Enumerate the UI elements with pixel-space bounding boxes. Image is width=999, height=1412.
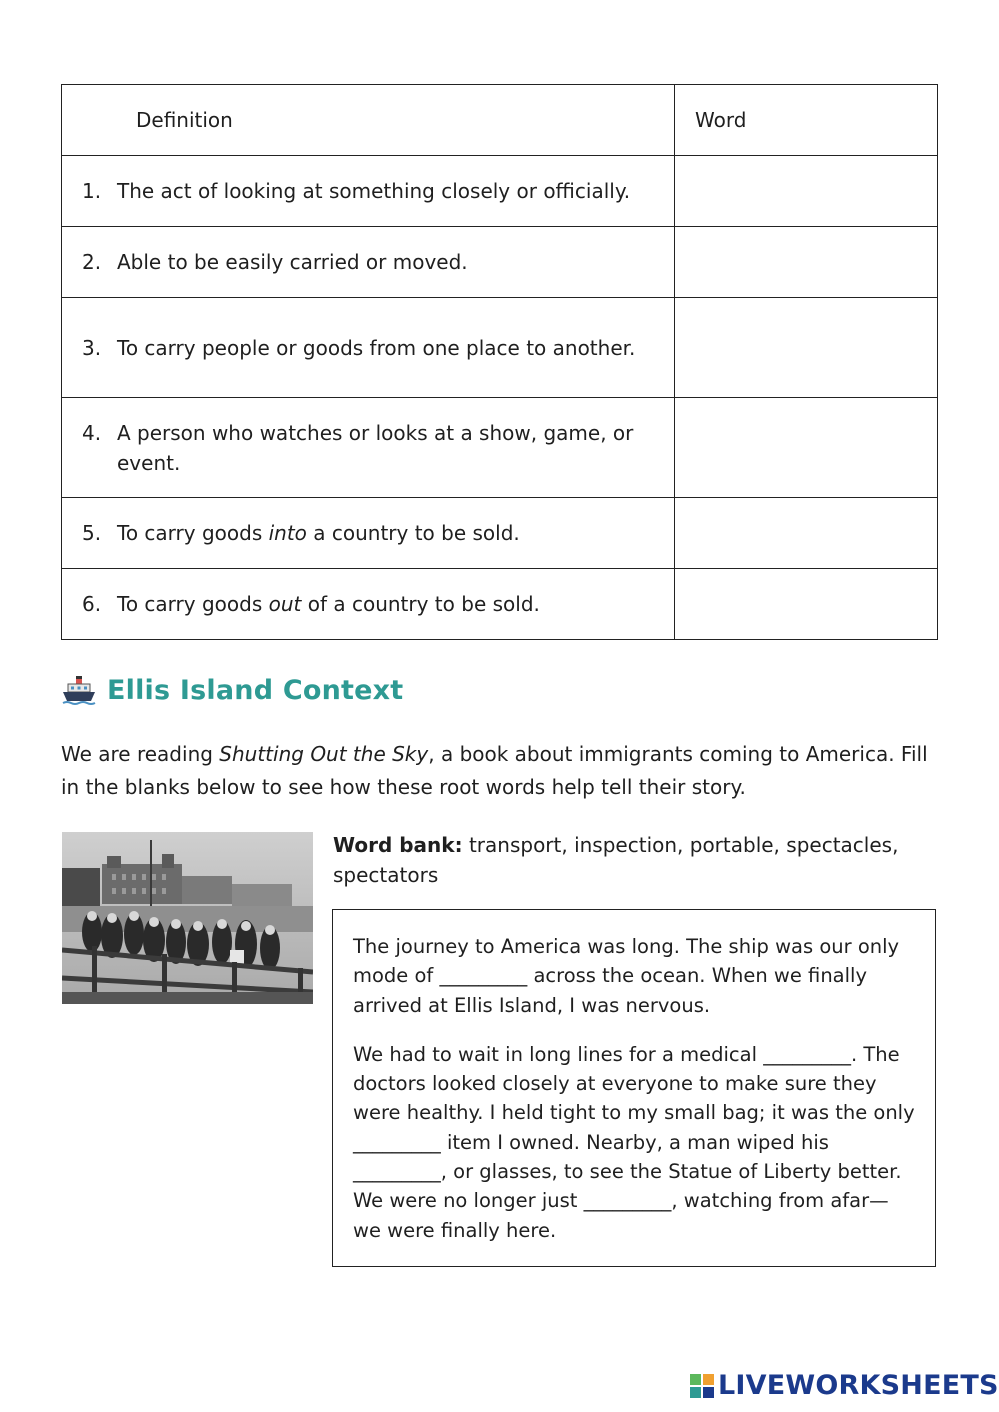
definition-cell: [62, 156, 675, 227]
word-answer-cell[interactable]: [675, 298, 938, 398]
section-heading: [61, 672, 403, 708]
word-bank-words: transport, inspection, portable, spectacles, spectators: [333, 833, 899, 887]
table-header-row: [62, 85, 938, 156]
definition-number: 1.: [82, 179, 102, 203]
definition-text: The act of looking at something closely or officially.: [117, 179, 631, 203]
word-answer-cell[interactable]: [675, 569, 938, 640]
header-definition: Definition: [62, 85, 675, 156]
definition-cell: [62, 498, 675, 569]
definition-text: To carry goods out of a country to be sold.: [117, 592, 540, 616]
story-paragraph-1: The journey to America was long. The ship was our only mode of _________ across the ocean. When we finally arrived at Ellis Island, I was nervous.: [353, 935, 900, 1017]
table-row: [62, 298, 938, 398]
definition-text: Able to be easily carried or moved.: [117, 250, 468, 274]
definition-cell: [62, 398, 675, 498]
definition-text: A person who watches or looks at a show, game, or event.: [117, 420, 634, 475]
word-bank: [333, 830, 933, 890]
liveworksheets-logo-text: LIVEWORKSHEETS: [718, 1370, 999, 1401]
definition-number: 3.: [82, 335, 102, 360]
intro-paragraph: We are reading Shutting Out the Sky, a book about immigrants coming to America. Fill in the blanks below to see how these root words help tell their story.: [61, 742, 928, 799]
definition-number: 2.: [82, 250, 102, 274]
section-title: Ellis Island Context: [107, 674, 404, 706]
ship-icon: [61, 672, 97, 708]
definition-text: To carry people or goods from one place to another.: [117, 335, 636, 360]
table-row: [62, 569, 938, 640]
story-box: [332, 909, 936, 1267]
table-row: [62, 398, 938, 498]
definition-number: 6.: [82, 592, 102, 616]
word-answer-cell[interactable]: [675, 156, 938, 227]
definition-number: 5.: [82, 521, 102, 545]
table-row: [62, 498, 938, 569]
story-paragraph-2: We had to wait in long lines for a medical _________. The doctors looked closely at everyone to make sure they were healthy. I held tight to my small bag; it was the only _________ item I owned. Nearby, a man wiped his _________, or glasses, to see the Statue of Liberty better. We were no longer just _________, watching from afar—we were finally here.: [353, 1042, 915, 1242]
liveworksheets-logo-icon: [690, 1374, 714, 1398]
liveworksheets-logo: [690, 1370, 999, 1401]
table-row: [62, 156, 938, 227]
table-row: [62, 227, 938, 298]
definition-cell: [62, 227, 675, 298]
definition-cell: [62, 569, 675, 640]
word-answer-cell[interactable]: [675, 498, 938, 569]
word-bank-label: Word bank:: [333, 833, 463, 857]
definition-cell: [62, 298, 675, 398]
word-answer-cell[interactable]: [675, 398, 938, 498]
book-title: Shutting Out the Sky: [219, 742, 429, 766]
vocabulary-table: [61, 84, 938, 640]
definition-text: To carry goods into a country to be sold.: [117, 521, 520, 545]
definition-number: 4.: [82, 420, 102, 445]
word-answer-cell[interactable]: [675, 227, 938, 298]
header-word: Word: [675, 85, 938, 156]
historical-photo: [62, 832, 313, 1004]
